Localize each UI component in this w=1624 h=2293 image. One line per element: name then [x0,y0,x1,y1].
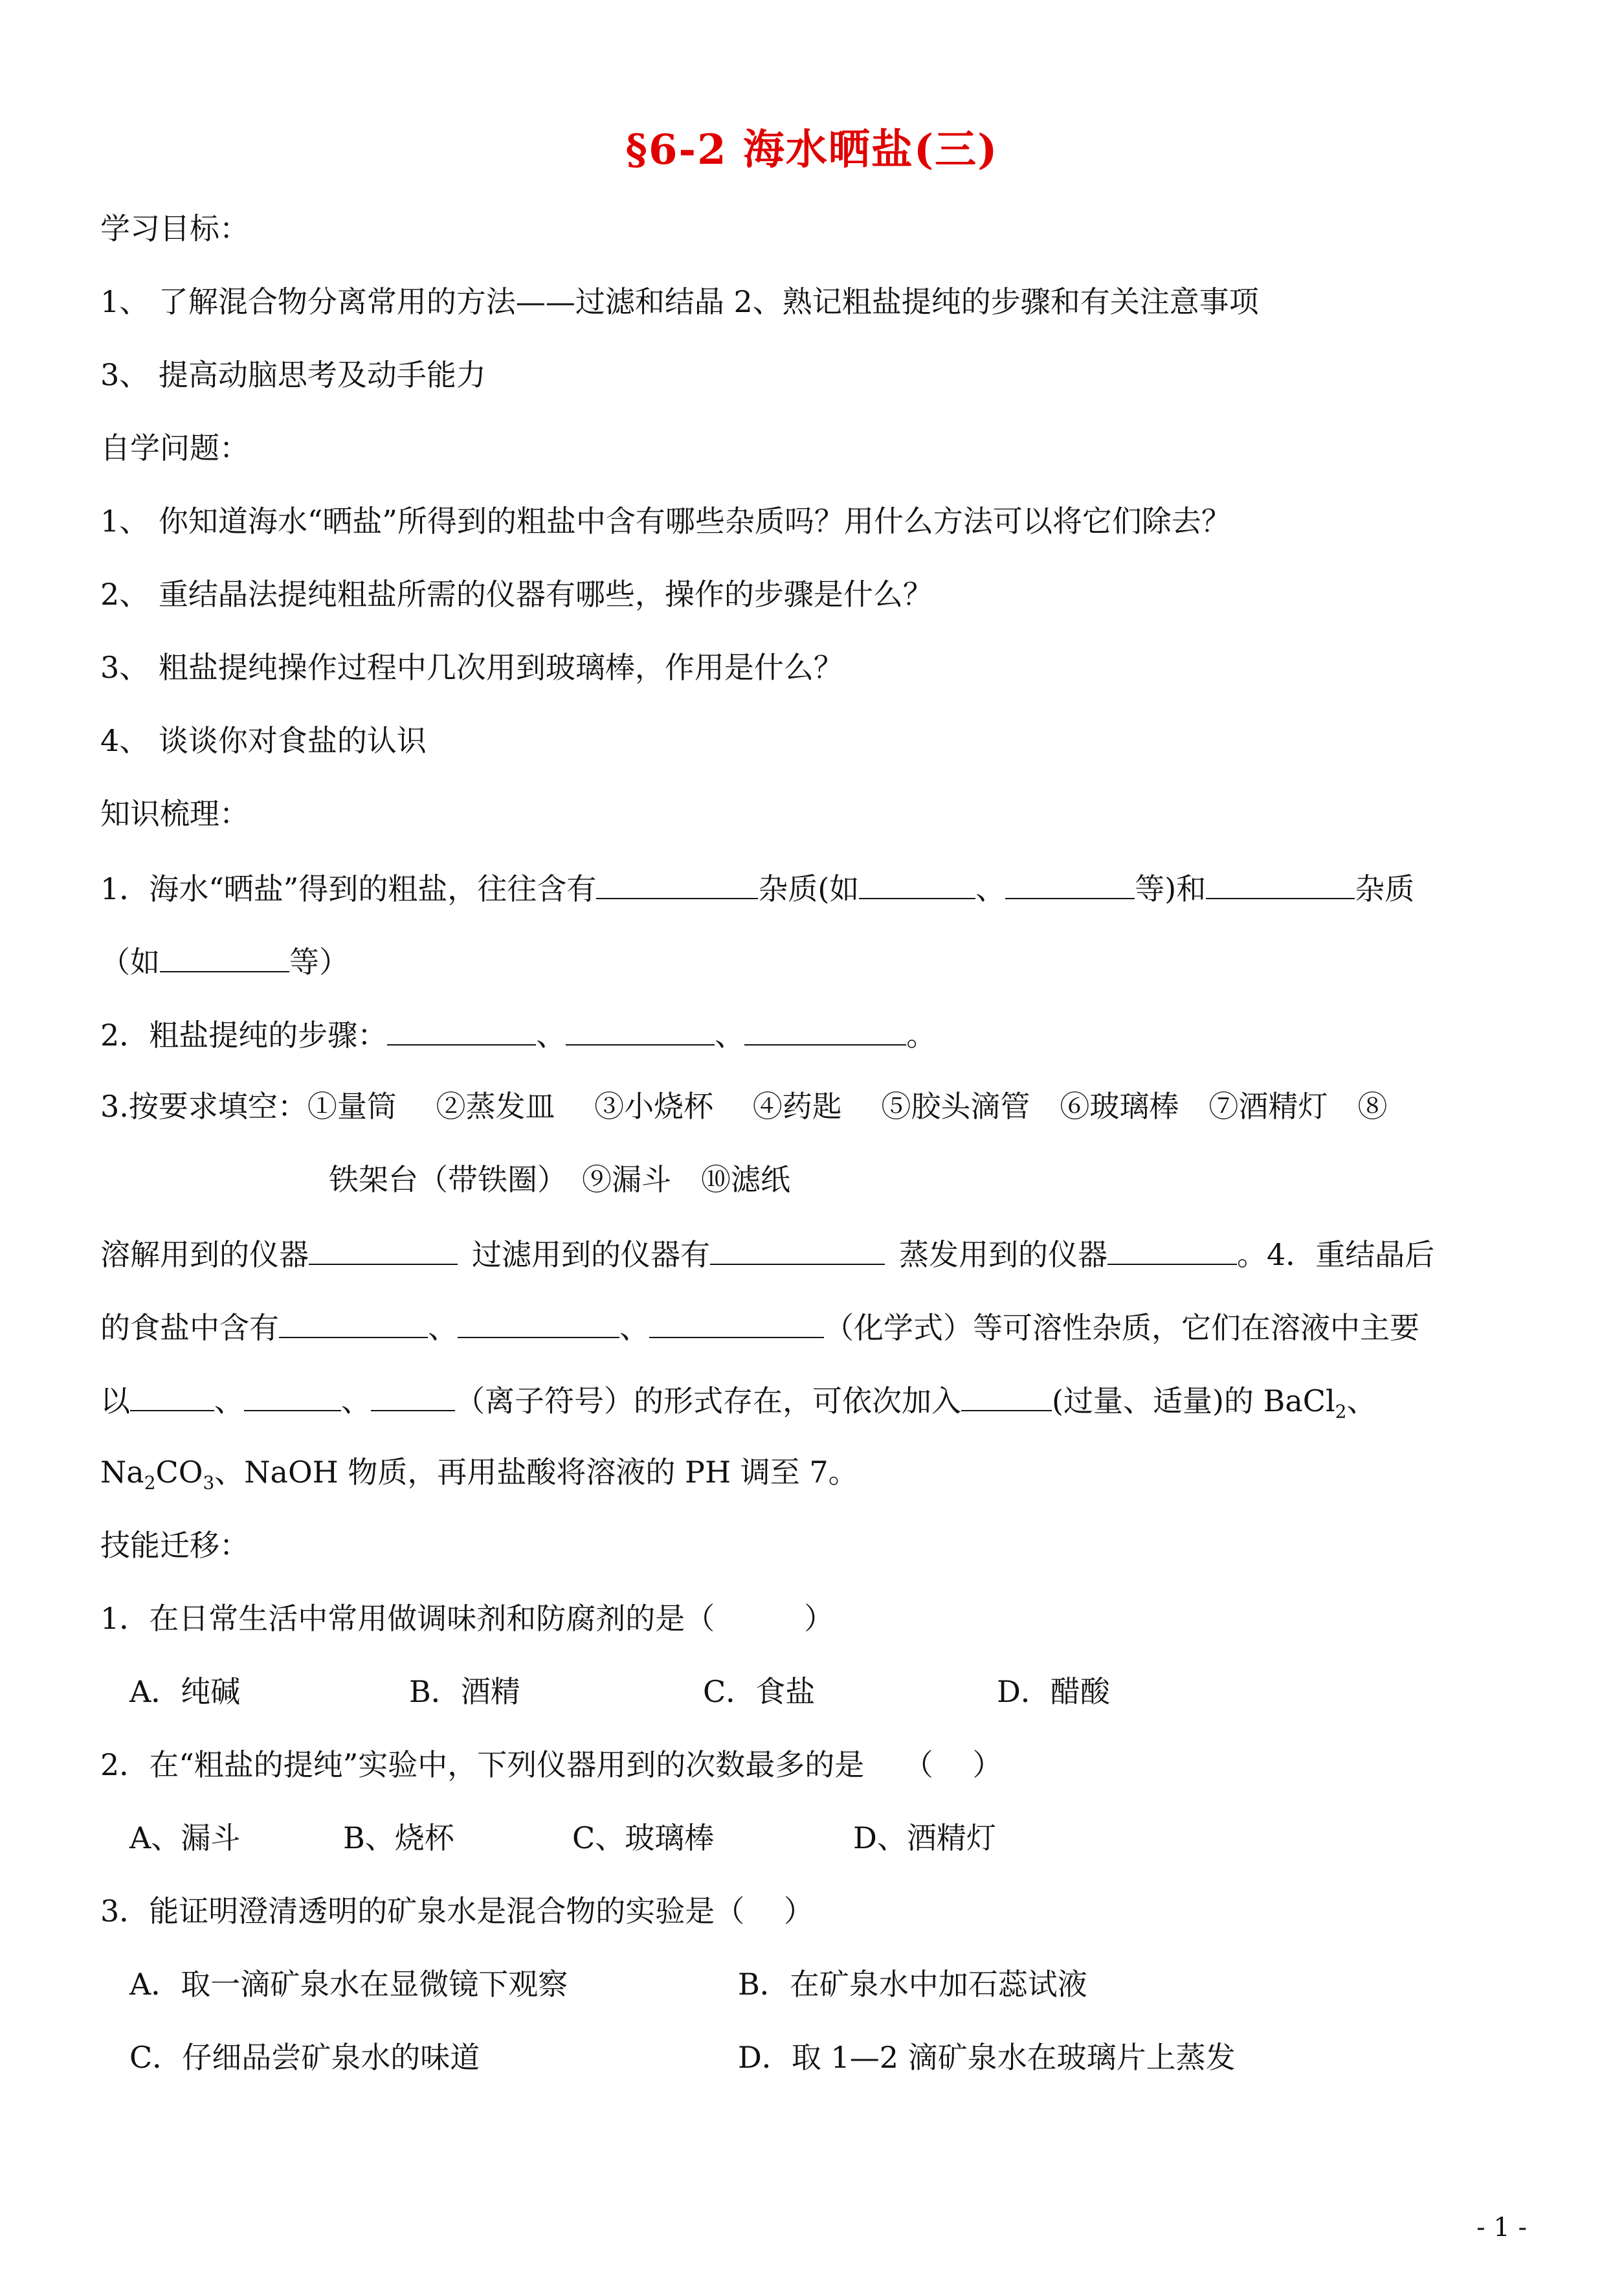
fill-blank[interactable] [1005,872,1135,899]
fill-blank[interactable] [710,1238,885,1265]
knowledge-q4-line1 [100,1311,1419,1343]
q4-text: 、 [428,1310,458,1345]
q4-text: 的食盐中含有 [100,1310,279,1345]
objective-item: 3、 提高动脑思考及动手能力 [100,357,486,392]
knowledge-q2 [100,1018,937,1053]
q4-text: (过量、适量)的 BaCl [1052,1383,1335,1418]
skill-question-1: 1．在日常生活中常用做调味剂和防腐剂的是（ ） [100,1601,834,1636]
q4-text: 、 [341,1383,371,1418]
q4-text: 、 [214,1383,244,1418]
selfstudy-item: 4、 谈谈你对食盐的认识 [100,723,427,758]
fill-blank[interactable] [160,945,289,972]
option-b[interactable]: B．在矿泉水中加石蕊试液 [738,1967,1087,2002]
option-d[interactable]: D、酒精灯 [853,1820,996,1855]
q2-text: 、 [536,1018,566,1053]
fill-blank[interactable] [130,1384,214,1411]
q3-text: 。4．重结晶后 [1237,1237,1435,1272]
subscript: 2 [1335,1401,1347,1422]
fill-blank[interactable] [244,1384,341,1411]
fill-blank[interactable] [1107,1238,1237,1265]
q4-text: Na [100,1455,144,1490]
option-c[interactable]: C．仔细品尝矿泉水的味道 [129,2040,480,2075]
q3-text: 蒸发用到的仪器 [899,1237,1107,1272]
option-b[interactable]: B．酒精 [409,1674,520,1709]
option-b[interactable]: B、烧杯 [343,1820,454,1855]
objective-item: 1、 了解混合物分离常用的方法——过滤和结晶 2、熟记粗盐提纯的步骤和有关注意事项 [100,284,1259,319]
q4-text: （化学式）等可溶性杂质，它们在溶液中主要 [824,1310,1419,1345]
fill-blank[interactable] [566,1018,715,1046]
option-a[interactable]: A．取一滴矿泉水在显微镜下观察 [129,1967,568,2002]
fill-blank[interactable] [744,1018,906,1046]
fill-blank[interactable] [309,1238,458,1265]
q4-text: 、 [619,1310,649,1345]
fill-blank[interactable] [371,1384,455,1411]
knowledge-q1-line2 [100,945,349,977]
q1-text: 杂质 [1355,871,1415,906]
q1-text: 等)和 [1135,871,1207,906]
fill-blank[interactable] [649,1311,824,1338]
knowledge-q4-line3 [100,1455,858,1493]
q4-text: （离子符号）的形式存在，可依次加入 [455,1383,961,1418]
knowledge-q4-line2 [100,1383,1377,1422]
subscript: 2 [144,1472,156,1493]
knowledge-q3-line2: 铁架台（带铁圈） ⑨漏斗 ⑩滤纸 [329,1162,790,1197]
q1-text: 1．海水“晒盐”得到的粗盐，往往含有 [100,871,597,906]
skills-heading: 技能迁移： [100,1528,249,1563]
fill-blank[interactable] [859,872,975,899]
skill-question-2: 2．在“粗盐的提纯”实验中，下列仪器用到的次数最多的是 （ ） [100,1747,1003,1782]
selfstudy-heading: 自学问题： [100,431,249,465]
option-a[interactable]: A、漏斗 [129,1820,241,1855]
objectives-heading: 学习目标： [100,211,249,246]
q4-text: 以 [100,1383,130,1418]
q4-text: 、 [1346,1383,1377,1418]
option-c[interactable]: C、玻璃棒 [572,1820,715,1855]
option-c[interactable]: C．食盐 [703,1674,816,1709]
knowledge-q3-line1: 3.按要求填空：①量筒 ②蒸发皿 ③小烧杯 ④药匙 ⑤胶头滴管 ⑥玻璃棒 ⑦酒精灯 ⑧ [100,1089,1388,1124]
q2-text: 2．粗盐提纯的步骤： [100,1018,388,1053]
q3-text: 过滤用到的仪器有 [472,1237,710,1272]
knowledge-q1-line1 [100,872,1414,904]
selfstudy-item: 2、 重结晶法提纯粗盐所需的仪器有哪些，操作的步骤是什么？ [100,577,933,612]
q1-text: （如 [100,945,160,979]
fill-blank[interactable] [596,872,758,899]
q1-text: 等） [289,945,349,979]
option-d[interactable]: D．取 1—2 滴矿泉水在玻璃片上蒸发 [738,2040,1236,2075]
fill-blank[interactable] [279,1311,428,1338]
page-number: - 1 - [1476,2213,1527,2243]
page-title: §6-2 海水晒盐(三) [625,126,999,174]
knowledge-q3-line3 [100,1238,1434,1270]
option-a[interactable]: A．纯碱 [129,1674,241,1709]
q3-text: 溶解用到的仪器 [100,1237,309,1272]
fill-blank[interactable] [387,1018,536,1046]
fill-blank[interactable] [961,1384,1052,1411]
q4-text: 、NaOH 物质，再用盐酸将溶液的 PH 调至 7。 [214,1455,858,1490]
q1-text: 杂质(如 [758,871,860,906]
knowledge-heading: 知识梳理： [100,796,249,831]
fill-blank[interactable] [1206,872,1355,899]
q2-text: 。 [906,1018,937,1053]
fill-blank[interactable] [458,1311,619,1338]
option-d[interactable]: D．醋酸 [997,1674,1110,1709]
q4-text: CO [155,1455,203,1490]
q1-text: 、 [975,871,1006,906]
selfstudy-item: 1、 你知道海水“晒盐”所得到的粗盐中含有哪些杂质吗？用什么方法可以将它们除去？ [100,504,1231,539]
skill-question-3: 3．能证明澄清透明的矿泉水是混合物的实验是（ ） [100,1894,814,1929]
q2-text: 、 [715,1018,745,1053]
selfstudy-item: 3、 粗盐提纯操作过程中几次用到玻璃棒，作用是什么？ [100,650,843,685]
subscript: 3 [203,1472,215,1493]
